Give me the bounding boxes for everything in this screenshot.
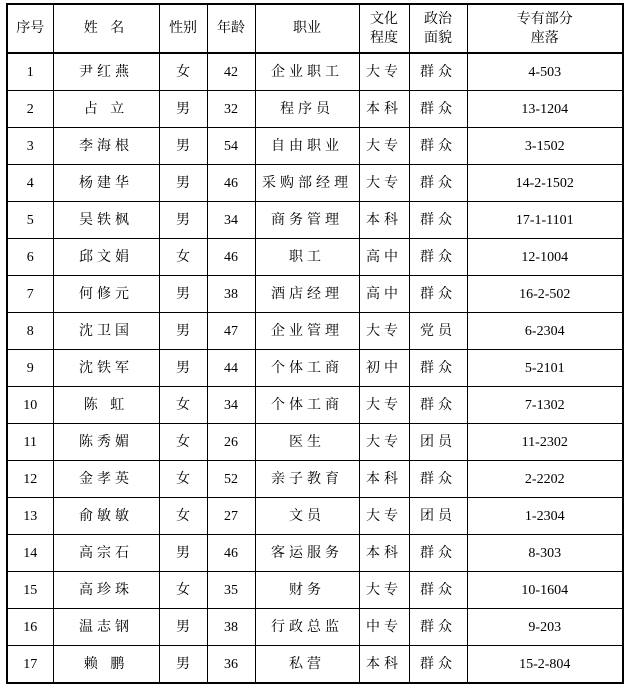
cell-gender: 男 [159, 313, 207, 350]
cell-seq: 17 [7, 646, 53, 684]
cell-name: 陈秀媚 [53, 424, 159, 461]
cell-seq: 14 [7, 535, 53, 572]
cell-gender: 男 [159, 350, 207, 387]
cell-seq: 8 [7, 313, 53, 350]
table-row [7, 239, 623, 276]
table-row [7, 91, 623, 128]
header-unit-line2: 座落 [530, 29, 559, 46]
cell-education: 大专 [359, 424, 409, 461]
cell-job: 财务 [255, 572, 359, 609]
cell-political-status: 群众 [409, 461, 467, 498]
cell-political-status: 群众 [409, 202, 467, 239]
table-row [7, 276, 623, 313]
cell-gender: 男 [159, 276, 207, 313]
cell-job: 个体工商 [255, 387, 359, 424]
cell-education: 本科 [359, 646, 409, 684]
cell-education: 初中 [359, 350, 409, 387]
cell-name: 何修元 [53, 276, 159, 313]
table-row [7, 535, 623, 572]
cell-age: 52 [207, 461, 255, 498]
cell-job: 医生 [255, 424, 359, 461]
header-education-line2: 程度 [370, 29, 398, 46]
table-row [7, 387, 623, 424]
cell-age: 34 [207, 202, 255, 239]
cell-seq: 9 [7, 350, 53, 387]
cell-political-status: 群众 [409, 387, 467, 424]
cell-political-status: 群众 [409, 609, 467, 646]
cell-unit-location: 3-1502 [467, 128, 623, 165]
cell-job: 文员 [255, 498, 359, 535]
cell-unit-location: 16-2-502 [467, 276, 623, 313]
cell-job: 客运服务 [255, 535, 359, 572]
cell-job: 程序员 [255, 91, 359, 128]
cell-name: 李海根 [53, 128, 159, 165]
cell-gender: 男 [159, 128, 207, 165]
header-political-line2: 面貌 [424, 29, 452, 46]
cell-age: 27 [207, 498, 255, 535]
cell-gender: 男 [159, 609, 207, 646]
cell-name: 赖 鹏 [53, 646, 159, 684]
cell-education: 本科 [359, 202, 409, 239]
cell-seq: 13 [7, 498, 53, 535]
table-row [7, 202, 623, 239]
table-row [7, 609, 623, 646]
cell-name: 沈卫国 [53, 313, 159, 350]
header-education-line1: 文化 [370, 10, 398, 27]
cell-political-status: 群众 [409, 572, 467, 609]
cell-seq: 3 [7, 128, 53, 165]
cell-age: 38 [207, 276, 255, 313]
cell-age: 26 [207, 424, 255, 461]
cell-name: 陈 虹 [53, 387, 159, 424]
cell-education: 中专 [359, 609, 409, 646]
cell-seq: 15 [7, 572, 53, 609]
cell-age: 32 [207, 91, 255, 128]
header-education [359, 4, 409, 53]
cell-job: 酒店经理 [255, 276, 359, 313]
cell-age: 46 [207, 239, 255, 276]
cell-gender: 女 [159, 424, 207, 461]
header-gender: 性别 [159, 4, 207, 53]
cell-unit-location: 17-1-1101 [467, 202, 623, 239]
cell-political-status: 群众 [409, 239, 467, 276]
cell-political-status: 群众 [409, 53, 467, 91]
cell-political-status: 群众 [409, 276, 467, 313]
cell-education: 大专 [359, 387, 409, 424]
cell-age: 42 [207, 53, 255, 91]
cell-seq: 16 [7, 609, 53, 646]
cell-job: 企业管理 [255, 313, 359, 350]
cell-education: 大专 [359, 572, 409, 609]
cell-education: 高中 [359, 276, 409, 313]
table-row [7, 350, 623, 387]
cell-job: 行政总监 [255, 609, 359, 646]
cell-gender: 男 [159, 165, 207, 202]
cell-education: 大专 [359, 53, 409, 91]
cell-name: 杨建华 [53, 165, 159, 202]
cell-political-status: 群众 [409, 91, 467, 128]
header-political-line1: 政治 [424, 10, 452, 27]
cell-unit-location: 5-2101 [467, 350, 623, 387]
cell-education: 大专 [359, 498, 409, 535]
cell-political-status: 群众 [409, 350, 467, 387]
cell-gender: 男 [159, 202, 207, 239]
cell-name: 沈铁军 [53, 350, 159, 387]
header-unit-line1: 专有部分 [516, 10, 573, 27]
cell-seq: 2 [7, 91, 53, 128]
cell-unit-location: 14-2-1502 [467, 165, 623, 202]
header-seq: 序号 [7, 4, 53, 53]
cell-unit-location: 15-2-804 [467, 646, 623, 684]
cell-education: 本科 [359, 91, 409, 128]
cell-job: 自由职业 [255, 128, 359, 165]
header-job: 职业 [255, 4, 359, 53]
header-age: 年龄 [207, 4, 255, 53]
cell-unit-location: 2-2202 [467, 461, 623, 498]
cell-gender: 女 [159, 572, 207, 609]
cell-political-status: 群众 [409, 128, 467, 165]
cell-name: 高珍珠 [53, 572, 159, 609]
member-table [6, 3, 624, 684]
cell-job: 职工 [255, 239, 359, 276]
cell-gender: 女 [159, 387, 207, 424]
table-row [7, 313, 623, 350]
cell-job: 采购部经理 [255, 165, 359, 202]
cell-name: 占 立 [53, 91, 159, 128]
cell-seq: 7 [7, 276, 53, 313]
cell-education: 大专 [359, 313, 409, 350]
cell-seq: 10 [7, 387, 53, 424]
cell-age: 36 [207, 646, 255, 684]
cell-age: 46 [207, 535, 255, 572]
cell-gender: 女 [159, 498, 207, 535]
cell-political-status: 群众 [409, 165, 467, 202]
cell-seq: 5 [7, 202, 53, 239]
cell-age: 44 [207, 350, 255, 387]
cell-gender: 女 [159, 239, 207, 276]
cell-gender: 男 [159, 91, 207, 128]
cell-name: 高宗石 [53, 535, 159, 572]
cell-job: 亲子教育 [255, 461, 359, 498]
cell-name: 吴轶枫 [53, 202, 159, 239]
cell-education: 大专 [359, 165, 409, 202]
cell-job: 商务管理 [255, 202, 359, 239]
cell-seq: 11 [7, 424, 53, 461]
header-political-status [409, 4, 467, 53]
cell-unit-location: 1-2304 [467, 498, 623, 535]
cell-gender: 男 [159, 646, 207, 684]
cell-unit-location: 12-1004 [467, 239, 623, 276]
cell-age: 34 [207, 387, 255, 424]
cell-education: 大专 [359, 128, 409, 165]
cell-age: 38 [207, 609, 255, 646]
cell-political-status: 团员 [409, 498, 467, 535]
table-row [7, 461, 623, 498]
cell-name: 温志钢 [53, 609, 159, 646]
cell-name: 尹红燕 [53, 53, 159, 91]
cell-name: 邱文娟 [53, 239, 159, 276]
cell-unit-location: 10-1604 [467, 572, 623, 609]
cell-age: 46 [207, 165, 255, 202]
cell-age: 47 [207, 313, 255, 350]
cell-unit-location: 8-303 [467, 535, 623, 572]
cell-job: 个体工商 [255, 350, 359, 387]
cell-seq: 1 [7, 53, 53, 91]
cell-seq: 4 [7, 165, 53, 202]
cell-unit-location: 4-503 [467, 53, 623, 91]
table-row [7, 646, 623, 684]
table-row [7, 128, 623, 165]
cell-education: 本科 [359, 535, 409, 572]
cell-job: 企业职工 [255, 53, 359, 91]
cell-age: 35 [207, 572, 255, 609]
cell-unit-location: 11-2302 [467, 424, 623, 461]
cell-unit-location: 13-1204 [467, 91, 623, 128]
table-row [7, 424, 623, 461]
cell-name: 金孝英 [53, 461, 159, 498]
cell-gender: 女 [159, 461, 207, 498]
cell-unit-location: 9-203 [467, 609, 623, 646]
cell-political-status: 团员 [409, 424, 467, 461]
cell-unit-location: 6-2304 [467, 313, 623, 350]
cell-job: 私营 [255, 646, 359, 684]
cell-political-status: 群众 [409, 646, 467, 684]
table-row [7, 498, 623, 535]
cell-unit-location: 7-1302 [467, 387, 623, 424]
cell-education: 高中 [359, 239, 409, 276]
table-header-row [7, 4, 623, 53]
table-row [7, 53, 623, 91]
table-body [7, 53, 623, 683]
cell-seq: 6 [7, 239, 53, 276]
cell-gender: 女 [159, 53, 207, 91]
cell-name: 俞敏敏 [53, 498, 159, 535]
header-unit-location [467, 4, 623, 53]
cell-age: 54 [207, 128, 255, 165]
cell-political-status: 党员 [409, 313, 467, 350]
table-row [7, 572, 623, 609]
cell-seq: 12 [7, 461, 53, 498]
header-name: 姓 名 [53, 4, 159, 53]
cell-political-status: 群众 [409, 535, 467, 572]
table-row [7, 165, 623, 202]
cell-education: 本科 [359, 461, 409, 498]
cell-gender: 男 [159, 535, 207, 572]
